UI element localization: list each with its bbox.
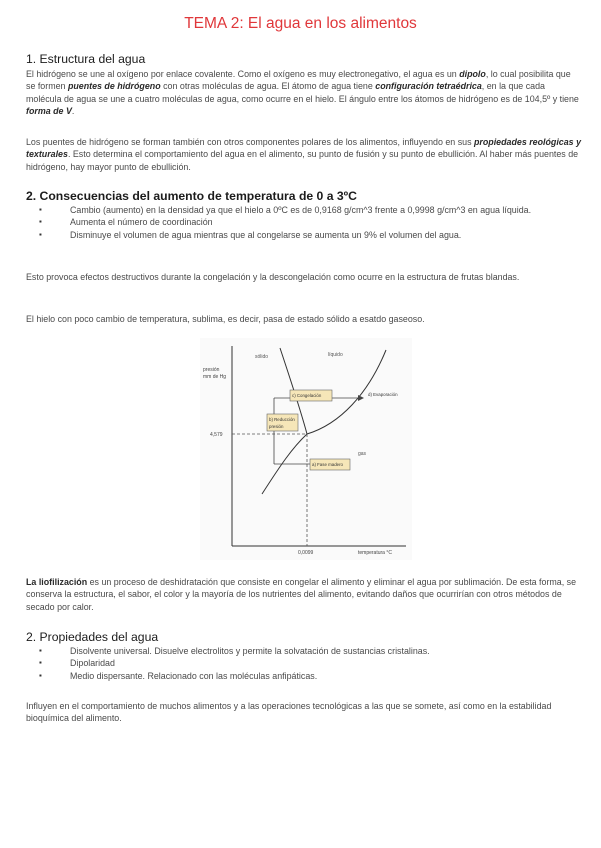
region-gas-label: gas: [358, 451, 367, 457]
paragraph-estructura-1: El hidrógeno se une al oxígeno por enlace covalente. Como el oxígeno es muy electronegativo, el agua es un dipolo, lo cual posibilita que se formen puentes de hidrógeno con otras moléculas de agua. El átomo de agua tiene configuración tetraédrica, en la que cada molécula de agua se une a cuatro moléculas de agua, como ocurre en el hielo. El ángulo entre los átomos de hidrógeno es de 104,5º y tiene forma de V.: [26, 69, 579, 117]
list-item: ▪ Dipolaridad: [38, 657, 568, 669]
y-axis-label-1: presión: [203, 367, 220, 373]
list-item: ▪ Disolvente universal. Disuelve electrolitos y permite la solvatación de sustancias cristalinas.: [38, 645, 568, 657]
section-heading-propiedades: 2. Propiedades del agua: [26, 630, 159, 644]
box-evaporacion-label: d) Evaporación: [368, 392, 398, 397]
section-heading-consecuencias: 2. Consecuencias del aumento de temperatura de 0 a 3ºC: [26, 189, 357, 203]
phase-diagram-figure: [200, 338, 412, 560]
paragraph-propiedades: Influyen en el comportamiento de muchos alimentos y a las operaciones tecnológicas a las que se somete, así como en la estabilidad bioquímica del alimento.: [26, 701, 552, 724]
paragraph-sublimacion: El hielo con poco cambio de temperatura, sublima, es decir, pasa de estado sólido a esatdo gaseoso.: [26, 314, 425, 324]
list-item: ▪ Cambio (aumento) en la densidad ya que el hielo a 0ºC es de 0,9168 g/cm^3 frente a 0,9998 g/cm^3 en agua líquida.: [38, 204, 568, 216]
paragraph-efectos: Esto provoca efectos destructivos durante la congelación y la descongelación como ocurre en la estructura de frutas blandas.: [26, 272, 520, 282]
temperature-tick-label: 0,0099: [298, 550, 314, 556]
x-axis-label: temperatura °C: [358, 550, 392, 556]
box-fase-label: a) Fase madero: [312, 462, 343, 467]
box-congelacion-label: c) Congelación: [292, 393, 322, 398]
box-reduccion-label-1: b) Reducción: [269, 417, 295, 422]
paragraph-liofilizacion: La liofilización es un proceso de deshidratación que consiste en congelar el alimento y eliminar el agua por sublimación. De esta forma, se conserva la estructura, el sabor, el color y la mayoría de los nutrientes del alimento, evitando daños que ocurrirían con otros métodos de secado por calor.: [26, 577, 577, 612]
pressure-tick-label: 4,579: [210, 432, 223, 438]
page-title: TEMA 2: El agua en los alimentos: [184, 15, 417, 32]
y-axis-label-2: mm de Hg: [203, 374, 227, 380]
region-liquid-label: líquido: [328, 352, 343, 358]
box-reduccion-label-2: presión: [269, 424, 284, 429]
section-heading-estructura: 1. Estructura del agua: [26, 52, 146, 66]
phase-diagram: [200, 338, 412, 560]
list-propiedades: [38, 645, 568, 682]
list-item: ▪ Disminuye el volumen de agua mientras que al congelarse se aumenta un 9% el volumen del agua.: [38, 229, 568, 241]
paragraph-estructura-2: Los puentes de hidrógeno se forman también con otros componentes polares de los alimentos, influyendo en sus propiedades reológicas y texturales. Esto determina el comportamiento del agua en el alimento, su punto de fusión y su punto de ebullición. Al haber más puentes de hidrógeno, hay mayor punto de ebullición.: [26, 137, 582, 172]
list-consecuencias: [38, 204, 568, 241]
region-solid-label: sólido: [255, 354, 269, 360]
list-item: ▪ Medio dispersante. Relacionado con las moléculas anfipáticas.: [38, 670, 568, 682]
list-item: ▪ Aumenta el número de coordinación: [38, 216, 568, 228]
